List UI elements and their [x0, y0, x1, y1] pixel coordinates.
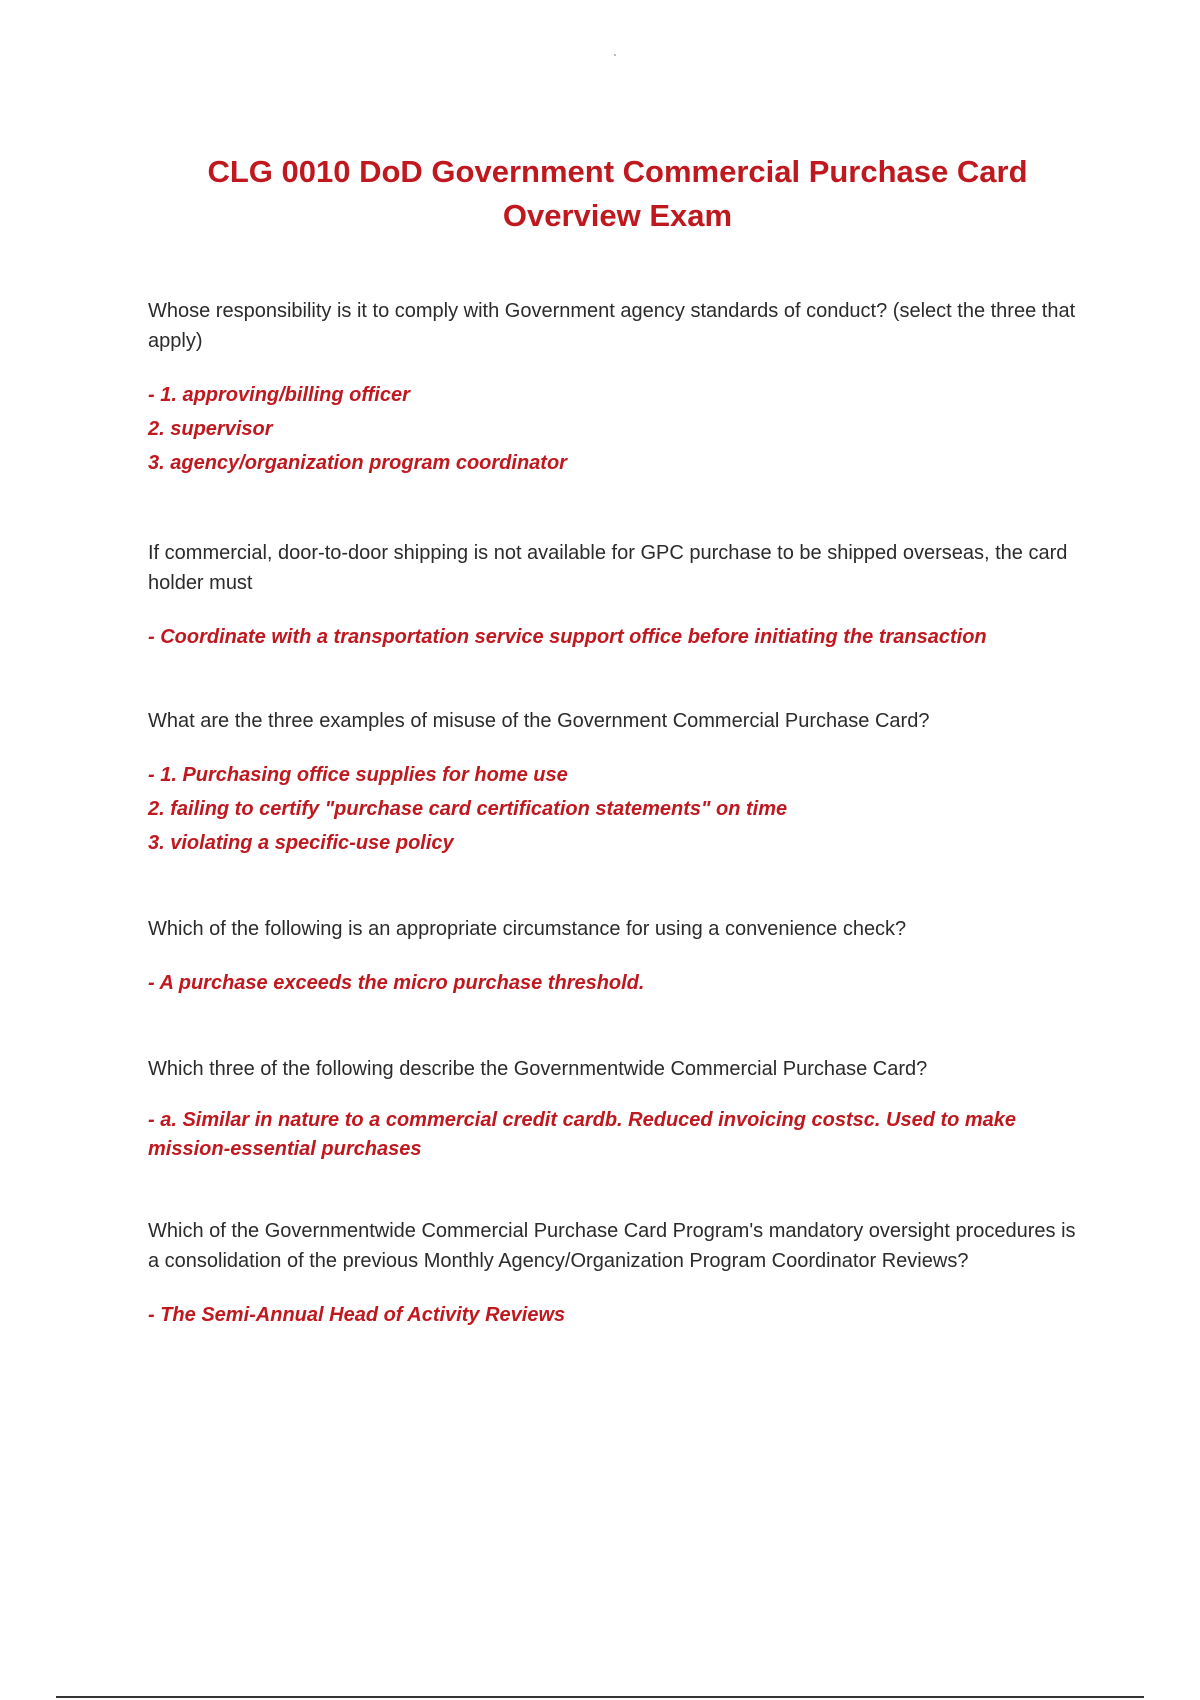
title-line-2: Overview Exam	[502, 198, 733, 233]
answer-6	[148, 1298, 1088, 1332]
answer-6-line-1: - The Semi-Annual Head of Activity Reviews	[148, 1304, 566, 1326]
question-1: Whose responsibility is it to comply with Government agency standards of conduct? (select the three that apply)	[148, 300, 1076, 352]
title-line-1: CLG 0010 DoD Government Commercial Purchase Card	[207, 154, 1028, 189]
answer-1-line-1: - 1. approving/billing officer	[148, 384, 410, 406]
question-5: Which three of the following describe the Governmentwide Commercial Purchase Card?	[148, 1058, 928, 1080]
answer-3-line-2: 2. failing to certify "purchase card certification statements" on time	[148, 798, 788, 820]
qa-item-4	[148, 914, 1088, 1000]
answer-5	[148, 1106, 1088, 1164]
answer-2	[148, 620, 1088, 654]
answer-1	[148, 378, 1088, 480]
page-title	[150, 150, 1085, 238]
question-4: Which of the following is an appropriate circumstance for using a convenience check?	[148, 918, 907, 940]
answer-2-line-1: - Coordinate with a transportation service support office before initiating the transaction	[148, 626, 987, 648]
answer-4-line-1: - A purchase exceeds the micro purchase threshold.	[148, 972, 645, 994]
question-6: Which of the Governmentwide Commercial Purchase Card Program's mandatory oversight procedures is a consolidation of the previous Monthly Agency/Organization Program Coordinator Reviews?	[148, 1220, 1076, 1272]
qa-item-3	[148, 706, 1088, 860]
answer-3	[148, 758, 1088, 860]
qa-item-2	[148, 538, 1088, 654]
answer-3-line-3: 3. violating a specific-use policy	[148, 832, 454, 854]
page-bottom-rule	[56, 1696, 1144, 1698]
qa-item-5	[148, 1054, 1088, 1164]
answer-5-line-1: - a. Similar in nature to a commercial credit cardb. Reduced invoicing costsc. Used to make mission-essential purchases	[148, 1109, 1017, 1160]
qa-list	[148, 296, 1088, 1332]
answer-1-line-3: 3. agency/organization program coordinator	[148, 452, 567, 474]
qa-item-1	[148, 296, 1088, 480]
qa-item-6	[148, 1216, 1088, 1332]
answer-1-line-2: 2. supervisor	[148, 418, 273, 440]
answer-3-line-1: - 1. Purchasing office supplies for home use	[148, 764, 568, 786]
answer-4	[148, 966, 1088, 1000]
scan-speck	[614, 54, 616, 56]
question-3: What are the three examples of misuse of the Government Commercial Purchase Card?	[148, 710, 930, 732]
question-2: If commercial, door-to-door shipping is not available for GPC purchase to be shipped overseas, the card holder must	[148, 542, 1068, 594]
